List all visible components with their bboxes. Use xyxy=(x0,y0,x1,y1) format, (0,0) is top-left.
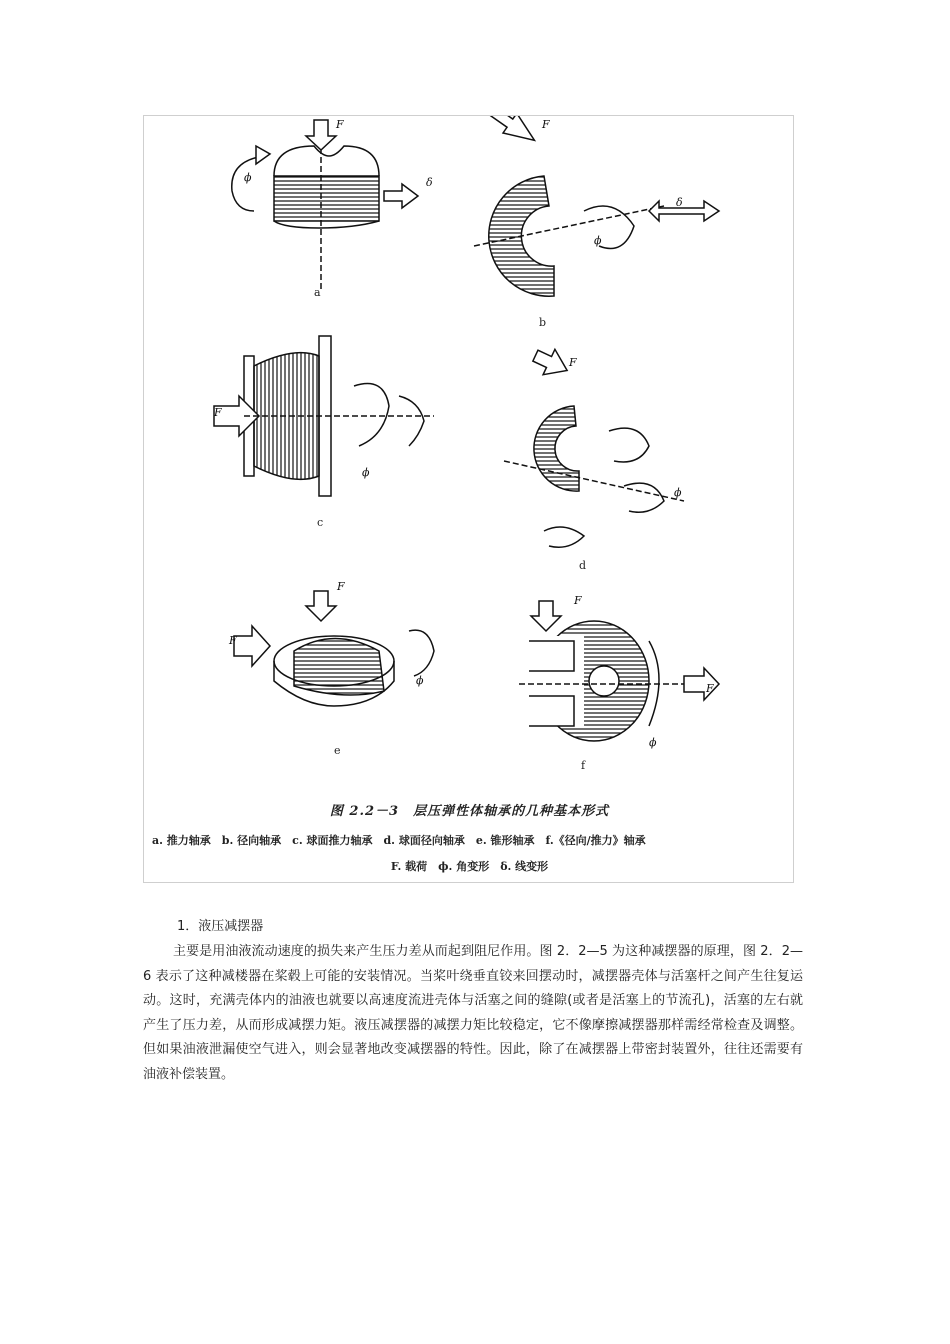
figure-symbol-legend: F. 载荷 ϕ. 角变形 δ. 线变形 xyxy=(390,860,549,873)
symbol-phi-b: ϕ xyxy=(594,234,602,247)
symbol-F-e-side: F xyxy=(229,634,237,647)
diagram-a-thrust-bearing xyxy=(232,120,418,291)
panel-label-e: e xyxy=(334,744,341,757)
symbol-phi-d: ϕ xyxy=(674,486,682,499)
diagram-d-spherical-radial-bearing xyxy=(504,343,684,547)
panel-label-b: b xyxy=(539,316,547,329)
body-paragraph: 主要是用油液流动速度的损失来产生压力差从而起到阻尼作用。图 2．2—5 为这种减摆器的原理，图 2．2—6 表示了这种减楼器在桨毂上可能的安装情况。当桨叶绕垂直铰来回摆动时，减摆器壳体与活塞杆之间产生往复运动。这时，充满壳体内的油液也就要以高速度流进壳体与活塞之间的缝隙(或者是活塞上的节流孔)，活塞的左右就产生了压力差，从而形成减摆力矩。液压减摆器的减摆力矩比较稳定，它不像摩擦减摆器那样需经常检查及调整。但如果油液泄漏使空气进入，则会显著地改变减摆器的特性。因此，除了在减摆器上带密封装置外，往往还需要有油液补偿装置。 xyxy=(143,944,803,1082)
symbol-delta-a: δ xyxy=(426,176,433,189)
figure-title: 图 2.2－3 层压弹性体轴承的几种基本形式 xyxy=(329,804,610,819)
panel-label-a: a xyxy=(314,286,321,299)
symbol-F-b: F xyxy=(542,118,550,131)
panel-label-f: f xyxy=(581,759,586,772)
symbol-delta-b: δ xyxy=(676,196,683,209)
symbol-phi-a: ϕ xyxy=(244,171,252,184)
symbol-F-e-top: F xyxy=(337,580,345,593)
figure-box xyxy=(143,115,794,883)
symbol-F-f-top: F xyxy=(574,594,582,607)
symbol-phi-e: ϕ xyxy=(416,674,424,687)
symbol-phi-f: ϕ xyxy=(649,736,657,749)
panel-label-c: c xyxy=(317,516,324,529)
symbol-F-f-side: F xyxy=(706,682,714,695)
symbol-F-d: F xyxy=(569,356,577,369)
diagram-f-radial-thrust-bearing xyxy=(519,601,719,741)
diagram-c-spherical-thrust-bearing xyxy=(214,336,434,496)
section-heading: 1．液压减摆器 xyxy=(177,919,264,934)
symbol-F-c: F xyxy=(214,406,222,419)
figure-legend: a. 推力轴承 b. 径向轴承 c. 球面推力轴承 d. 球面径向轴承 e. 锥形轴承 f.《径向/推力》轴承 xyxy=(152,834,646,847)
bearing-diagrams xyxy=(144,116,795,796)
diagram-e-conical-bearing xyxy=(234,591,434,706)
panel-label-d: d xyxy=(579,559,587,572)
symbol-phi-c: ϕ xyxy=(362,466,370,479)
symbol-F-a: F xyxy=(336,118,344,131)
